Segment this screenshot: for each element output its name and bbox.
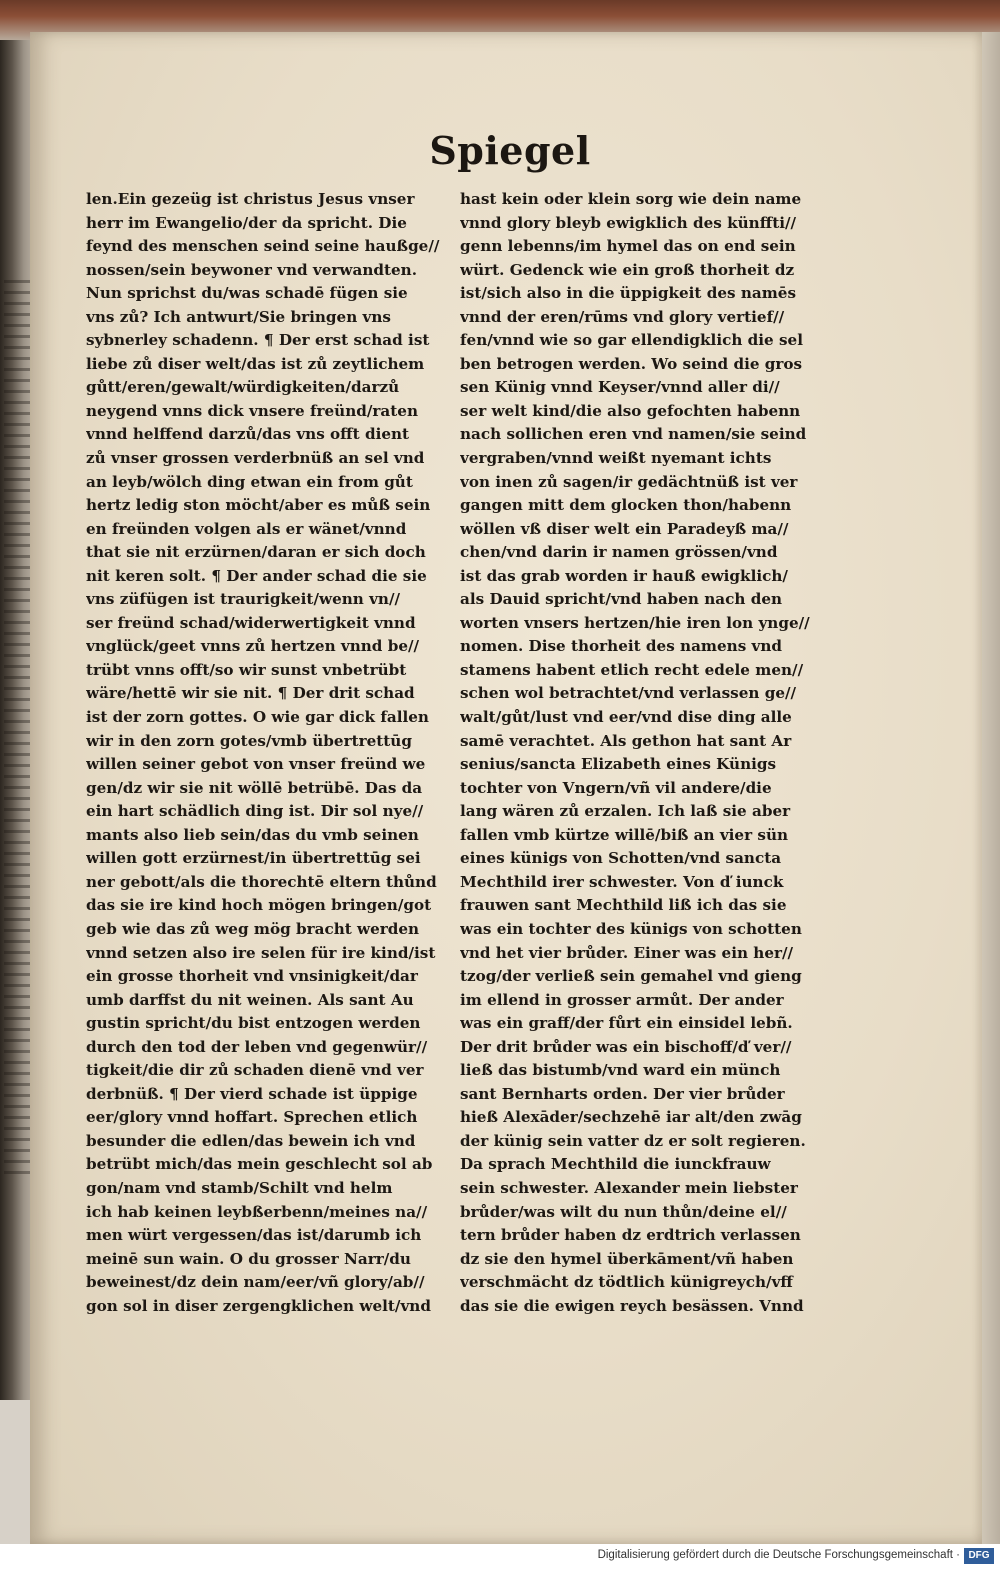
text-line: von inen zů sagen/ir gedächtnüß ist ver	[460, 472, 798, 491]
text-line: beweinest/dz dein nam/eer/vñ glory/ab//	[86, 1273, 425, 1292]
text-line: tzog/der verließ sein gemahel vnd gieng	[460, 967, 802, 986]
text-line: tochter von Vngern/vñ vil andere/die	[460, 778, 772, 797]
text-line: hertz ledig ston möcht/aber es můß sein	[86, 496, 431, 515]
text-line: len.Ein gezeüg ist christus Jesus vnser	[86, 190, 415, 208]
text-line: vnglück/geet vnns zů hertzen vnnd be//	[86, 637, 420, 656]
text-line: wäre/hettē wir sie nit. ¶ Der drit schad	[86, 684, 415, 703]
text-line: verschmächt dz tödtlich künigreych/vff	[460, 1273, 793, 1292]
text-line: vns züfügen ist traurigkeit/wenn vn//	[86, 590, 401, 609]
text-line: im ellend in grosser armůt. Der ander	[460, 990, 784, 1009]
text-line: schen wol betrachtet/vnd verlassen ge//	[460, 684, 797, 703]
text-line: ser freünd schad/widerwertigkeit vnnd	[86, 613, 416, 632]
text-line: ist/sich also in die üppigkeit des namēs	[460, 284, 797, 303]
text-line: vergraben/vnnd weißt nyemant ichts	[460, 449, 772, 468]
text-line: sen Künig vnnd Keyser/vnnd aller di//	[460, 378, 780, 397]
text-line: vnnd der eren/rūms vnd glory vertief//	[460, 307, 785, 326]
funding-credit: Digitalisierung gefördert durch die Deutsche Forschungsgemeinschaft ·	[597, 1549, 960, 1561]
text-line: besunder die edlen/das bewein ich vnd	[86, 1131, 416, 1150]
text-line: Mechthild irer schwester. Von ď iunck	[460, 872, 784, 891]
text-line: vnnd setzen also ire selen für ire kind/ist	[86, 943, 436, 962]
text-line: was ein tochter des künigs von schotten	[460, 919, 802, 938]
text-line: der künig sein vatter dz er solt regieren.	[460, 1131, 806, 1150]
text-line: samē verachtet. Als gethon hat sant Ar	[460, 731, 792, 750]
text-line: ben betrogen werden. Wo seind die gros	[460, 354, 803, 373]
text-line: gon sol in diser zergengklichen welt/vnd	[86, 1296, 431, 1315]
text-line: herr im Ewangelio/der da spricht. Die	[86, 213, 407, 232]
text-line: hieß Alexāder/sechzehē iar alt/den zwāg	[460, 1108, 802, 1127]
text-line: lang wären zů erzalen. Ich laß sie aber	[460, 802, 791, 821]
text-line: ser welt kind/die also gefochten habenn	[460, 401, 801, 420]
text-line: würt. Gedenck wie ein groß thorheit dz	[460, 260, 795, 279]
text-line: als Dauid spricht/vnd haben nach den	[460, 590, 783, 609]
text-line: nit keren solt. ¶ Der ander schad die sie	[86, 566, 427, 585]
text-line: eines künigs von Schotten/vnd sancta	[460, 849, 782, 868]
page-heading: Spiegel	[429, 128, 591, 173]
text-line: das sie ire kind hoch mögen bringen/got	[86, 896, 432, 915]
text-line: wöllen vß diser welt ein Paradeyß ma//	[460, 519, 789, 538]
text-line: nach sollichen eren vnd namen/sie seind	[460, 425, 807, 444]
text-line: das sie die ewigen reych besässen. Vnnd	[460, 1296, 804, 1315]
text-line: willen seiner gebot von vnser freünd we	[86, 755, 426, 774]
text-line: trübt vnns offt/so wir sunst vnbetrübt	[86, 660, 407, 679]
text-line: chen/vnd darin ir namen grössen/vnd	[460, 543, 778, 562]
text-line: vnd het vier brůder. Einer was ein her//	[460, 943, 794, 962]
text-line: brůder/was wilt du nun thůn/deine el//	[460, 1202, 787, 1221]
text-line: sybnerley schadenn. ¶ Der erst schad ist	[86, 331, 430, 350]
text-line: genn lebenns/im hymel das on end sein	[460, 237, 796, 256]
text-line: wir in den zorn gotes/vmb übertrettūg	[86, 731, 412, 750]
text-line: derbnüß. ¶ Der vierd schade ist üppige	[86, 1084, 418, 1103]
text-line: ich hab keinen leybßerbenn/meines na//	[86, 1202, 428, 1221]
digitization-footer	[0, 1544, 1000, 1569]
text-line: senius/sancta Elizabeth eines Künigs	[460, 755, 777, 774]
text-line: fen/vnnd wie so gar ellendigklich die sel	[460, 331, 803, 350]
text-line: Der drit brůder was ein bischoff/ď ver//	[460, 1037, 792, 1056]
text-line: willen gott erzürnest/in übertrettūg sei	[86, 849, 421, 868]
text-line: dz sie den hymel überkāment/vñ haben	[460, 1249, 794, 1268]
text-line: frauwen sant Mechthild liß ich das sie	[460, 896, 787, 915]
text-line: tigkeit/die dir zů schaden dienē vnd ver	[86, 1061, 424, 1080]
text-line: liebe zů diser welt/das ist zů zeytlichem	[86, 354, 425, 373]
text-line: ein grosse thorheit vnd vnsinigkeit/dar	[86, 967, 418, 986]
text-line: sein schwester. Alexander mein liebster	[460, 1178, 798, 1197]
text-line: gen/dz wir sie nit wöllē betrübē. Das da	[86, 778, 423, 797]
text-line: feynd des menschen seind seine haußge//	[86, 237, 440, 256]
text-line: ließ das bistumb/vnd ward ein münch	[460, 1061, 781, 1080]
text-line: gon/nam vnd stamb/Schilt vnd helm	[86, 1178, 393, 1197]
text-line: gůtt/eren/gewalt/würdigkeiten/darzů	[86, 378, 400, 397]
text-line: durch den tod der leben vnd gegenwür//	[86, 1037, 428, 1056]
text-line: Nun sprichst du/was schadē fügen sie	[86, 284, 408, 303]
text-line: gangen mitt dem glocken thon/habenn	[460, 496, 792, 515]
page-edge-right	[982, 32, 1000, 1544]
text-line: worten vnsers hertzen/hie iren lon ynge//	[460, 613, 810, 632]
text-line: gustin spricht/du bist entzogen werden	[86, 1014, 421, 1033]
text-line: nossen/sein beywoner vnd verwandten.	[86, 260, 417, 279]
text-line: ist der zorn gottes. O wie gar dick fallen	[86, 708, 429, 727]
text-line: betrübt mich/das mein geschlecht sol ab	[86, 1155, 433, 1174]
text-line: tern brůder haben dz erdtrich verlassen	[460, 1226, 801, 1245]
text-line: mants also lieb sein/das du vmb seinen	[86, 825, 419, 844]
text-line: hast kein oder klein sorg wie dein name	[460, 190, 802, 208]
text-line: men würt vergessen/das ist/darumb ich	[86, 1226, 422, 1245]
text-line: stamens habent etlich recht edele men//	[460, 660, 804, 679]
text-line: umb darffst du nit weinen. Als sant Au	[86, 990, 414, 1009]
text-line: neygend vnns dick vnsere freünd/raten	[86, 401, 418, 420]
text-line: vnnd glory bleyb ewigklich des künffti//	[460, 213, 797, 232]
text-line: nomen. Dise thorheit des namens vnd	[460, 637, 783, 656]
text-line: fallen vmb kürtze willē/biß an vier sün	[460, 825, 789, 844]
text-line: ner gebott/als die thorechtē eltern thůnd	[86, 872, 437, 891]
text-line: ist das grab worden ir hauß ewigklich/	[460, 566, 788, 585]
text-column-right	[460, 188, 822, 1318]
text-line: was ein graff/der fůrt ein einsidel lebñ.	[460, 1014, 793, 1033]
text-line: vns zů? Ich antwurt/Sie bringen vns	[86, 307, 391, 326]
text-line: en freünden volgen als er wänet/vnnd	[86, 519, 407, 538]
text-line: an leyb/wölch ding etwan ein from gůt	[86, 472, 413, 491]
dfg-logo[interactable]: DFG	[964, 1548, 994, 1564]
text-line: eer/glory vnnd hoffart. Sprechen etlich	[86, 1108, 418, 1127]
text-line: zů vnser grossen verderbnüß an sel vnd	[86, 449, 425, 468]
text-line: geb wie das zů weg mög bracht werden	[86, 919, 420, 938]
text-line: Da sprach Mechthild die iunckfrauw	[460, 1155, 771, 1174]
text-line: sant Bernharts orden. Der vier brůder	[460, 1084, 785, 1103]
text-column-left	[86, 188, 446, 1318]
text-line: ein hart schädlich ding ist. Dir sol nye//	[86, 802, 424, 821]
text-line: meinē sun wain. O du grosser Narr/du	[86, 1249, 411, 1268]
text-line: vnnd helffend darzů/das vns offt dient	[86, 425, 410, 444]
text-line: walt/gůt/lust vnd eer/vnd dise ding alle	[460, 708, 792, 727]
text-line: that sie nit erzürnen/daran er sich doch	[86, 543, 426, 562]
